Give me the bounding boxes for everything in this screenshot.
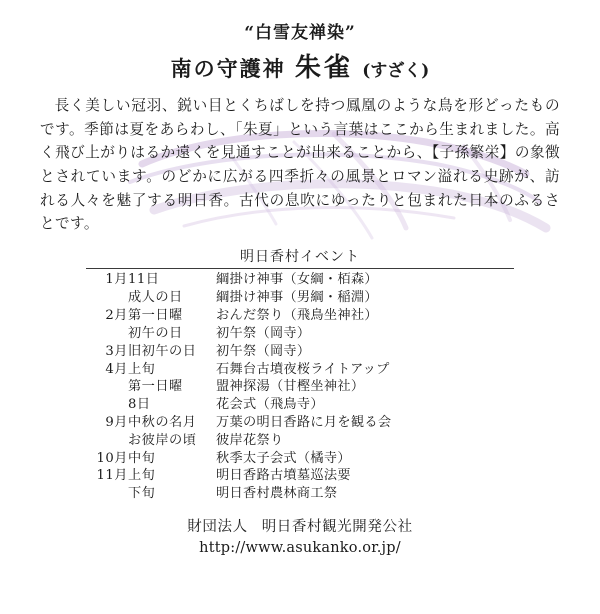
- event-month: [86, 379, 128, 397]
- event-month: 3月: [105, 343, 128, 359]
- event-name: 盟神探湯（甘樫坐神社）: [216, 379, 365, 395]
- table-row: [86, 272, 514, 290]
- event-month: 2月: [105, 308, 128, 324]
- event-day: 下旬: [128, 486, 156, 502]
- table-row: [86, 468, 514, 486]
- event-month: [86, 290, 128, 308]
- table-row: [86, 397, 514, 415]
- event-day: 11日: [128, 272, 160, 288]
- event-day: 8日: [128, 397, 151, 413]
- event-name: 明日香村農林商工祭: [216, 486, 338, 502]
- event-month: [86, 397, 128, 415]
- event-name: 明日香路古墳墓巡法要: [216, 468, 351, 484]
- event-month: 10月: [96, 450, 128, 466]
- event-day: 成人の日: [128, 290, 183, 306]
- event-day: 第一日曜: [128, 308, 183, 324]
- events-table-body: [86, 272, 514, 504]
- event-day: 上旬: [128, 361, 156, 377]
- event-day: お彼岸の頃: [128, 432, 197, 448]
- event-month: 9月: [105, 414, 128, 430]
- body-text: [40, 94, 560, 236]
- event-day: 旧初午の日: [128, 343, 197, 359]
- event-month: 11月: [96, 468, 128, 484]
- footer-org-right: 明日香村観光開発公社: [261, 519, 413, 536]
- event-name: 初午祭（岡寺）: [216, 343, 311, 359]
- table-row: [86, 361, 514, 379]
- events-title: 明日香村イベント: [240, 248, 360, 265]
- event-name: おんだ祭り（飛鳥坐神社）: [216, 308, 378, 324]
- table-row: [86, 414, 514, 432]
- event-name: 万葉の明日香路に月を観る会: [216, 414, 392, 430]
- event-name: 秋季太子会式（橘寺）: [216, 450, 351, 466]
- table-row: [86, 432, 514, 450]
- title-quote: “白雪友禅染”: [244, 23, 356, 43]
- event-month: [86, 486, 128, 504]
- table-row: [86, 450, 514, 468]
- footer-url[interactable]: http://www.asukanko.or.jp/: [199, 540, 401, 557]
- event-day: 中旬: [128, 450, 156, 466]
- table-row: [86, 325, 514, 343]
- title-deity-name: 朱雀: [294, 53, 353, 83]
- event-day: 上旬: [128, 468, 156, 484]
- event-month: [86, 325, 128, 343]
- table-row: [86, 379, 514, 397]
- event-month: 4月: [105, 361, 128, 377]
- table-row: [86, 486, 514, 504]
- body-paragraph: 長く美しい冠羽、鋭い目とくちばしを持つ鳳凰のような鳥を形どったものです。季節は夏をあらわし、「朱夏」という言葉はここから生まれました。高く飛び上がりはるか遠くを見通すことが出来ることから、【子孫繁栄】の象徴とされています。のどかに広がる四季折々の風景とロマン溢れる史跡が、訪れる人々を魅了する明日香。古代の息吹にゆったりと包まれた日本のふるさとです。: [40, 97, 560, 233]
- table-row: [86, 307, 514, 325]
- event-month: 1月: [105, 272, 128, 288]
- event-name: 初午祭（岡寺）: [216, 325, 311, 341]
- page-title: [34, 47, 566, 84]
- title-prefix: 南の守護神: [170, 56, 286, 81]
- event-day: 中秋の名月: [128, 414, 197, 430]
- event-month: [86, 432, 128, 450]
- event-name: 綱掛け神事（男綱・稲淵）: [216, 290, 378, 306]
- content-area: [34, 18, 566, 559]
- event-day: 初午の日: [128, 325, 183, 341]
- footer-organization: [34, 517, 566, 538]
- event-name: 花会式（飛鳥寺）: [216, 397, 324, 413]
- event-day: 第一日曜: [128, 379, 183, 395]
- events-table: [86, 272, 514, 504]
- footer: [34, 517, 566, 559]
- events-divider: [86, 268, 514, 269]
- event-name: 綱掛け神事（女綱・栢森）: [216, 272, 378, 288]
- table-row: [86, 343, 514, 361]
- title-reading: (すざく): [362, 61, 430, 81]
- event-name: 彼岸花祭り: [216, 432, 284, 448]
- table-row: [86, 290, 514, 308]
- events-section: [86, 246, 514, 504]
- event-name: 石舞台古墳夜桜ライトアップ: [216, 361, 390, 377]
- footer-org-left: 財団法人: [187, 519, 248, 536]
